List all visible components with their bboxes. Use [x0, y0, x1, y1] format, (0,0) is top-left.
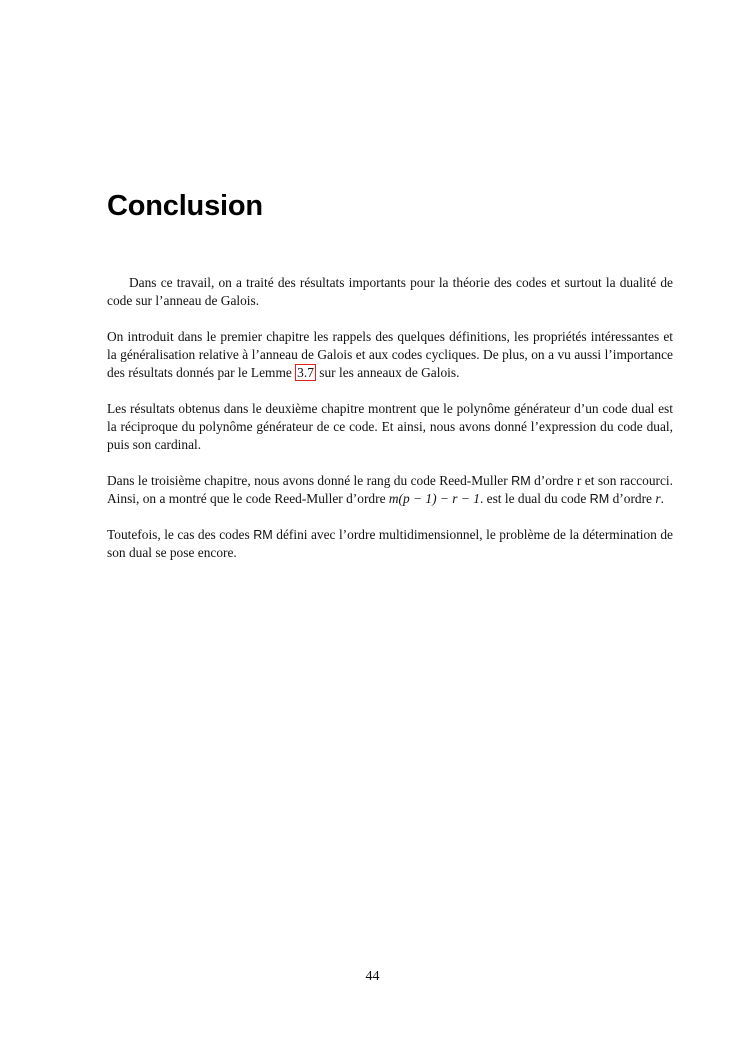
chapter-title: Conclusion: [107, 190, 263, 222]
rm-acronym: RM: [253, 528, 273, 542]
rm-acronym: RM: [589, 492, 610, 506]
paragraph-3: Les résultats obtenus dans le deuxième chapitre montrent que le polynôme générateur d’un code dual est la réciproque du polynôme générateur de ce code. Et ainsi, nous avons donné l’expression du code dual, puis son cardinal.: [107, 401, 673, 452]
chapter-body: [107, 274, 673, 580]
paragraph-2: [107, 328, 673, 382]
paragraph-4-text-c: . est le dual du code: [479, 491, 590, 506]
page-number: 44: [365, 969, 380, 984]
paragraph-1: Dans ce travail, on a traité des résultats importants pour la théorie des codes et surtout la dualité de code sur l’anneau de Galois.: [107, 275, 673, 308]
paragraph-4-text-e: .: [660, 491, 664, 506]
math-variable-r: r: [655, 491, 661, 506]
paragraph-4-text-d: d’ordre: [609, 491, 656, 506]
lemma-reference-link[interactable]: 3.7: [297, 365, 314, 380]
paragraph-4-text-b: d’ordre r et son raccourci. Ainsi, on a montré que le code Reed-Muller d’ordre: [107, 473, 673, 506]
paragraph-4-text-a: Dans le troisième chapitre, nous avons donné le rang du code Reed-Muller: [107, 473, 512, 488]
paragraph-2-text-b: sur les anneaux de Galois.: [315, 365, 460, 380]
paragraph-5-text-b: défini avec l’ordre multidimensionnel, le problème de la détermination de son dual se pose encore.: [107, 527, 673, 560]
rm-acronym: RM: [511, 474, 531, 488]
paragraph-4: [107, 472, 673, 508]
math-expression-order: m(p − 1) − r − 1: [388, 491, 480, 506]
paragraph-5: [107, 526, 673, 562]
paragraph-5-text-a: Toutefois, le cas des codes: [107, 527, 254, 542]
paragraph-2-text-a: On introduit dans le premier chapitre les rappels des quelques définitions, les propriétés intéressantes et la généralisation relative à l’anneau de Galois et aux codes cycliques. De plus, on a vu aussi l’importance des résultats donnés par le Lemme: [107, 329, 673, 380]
